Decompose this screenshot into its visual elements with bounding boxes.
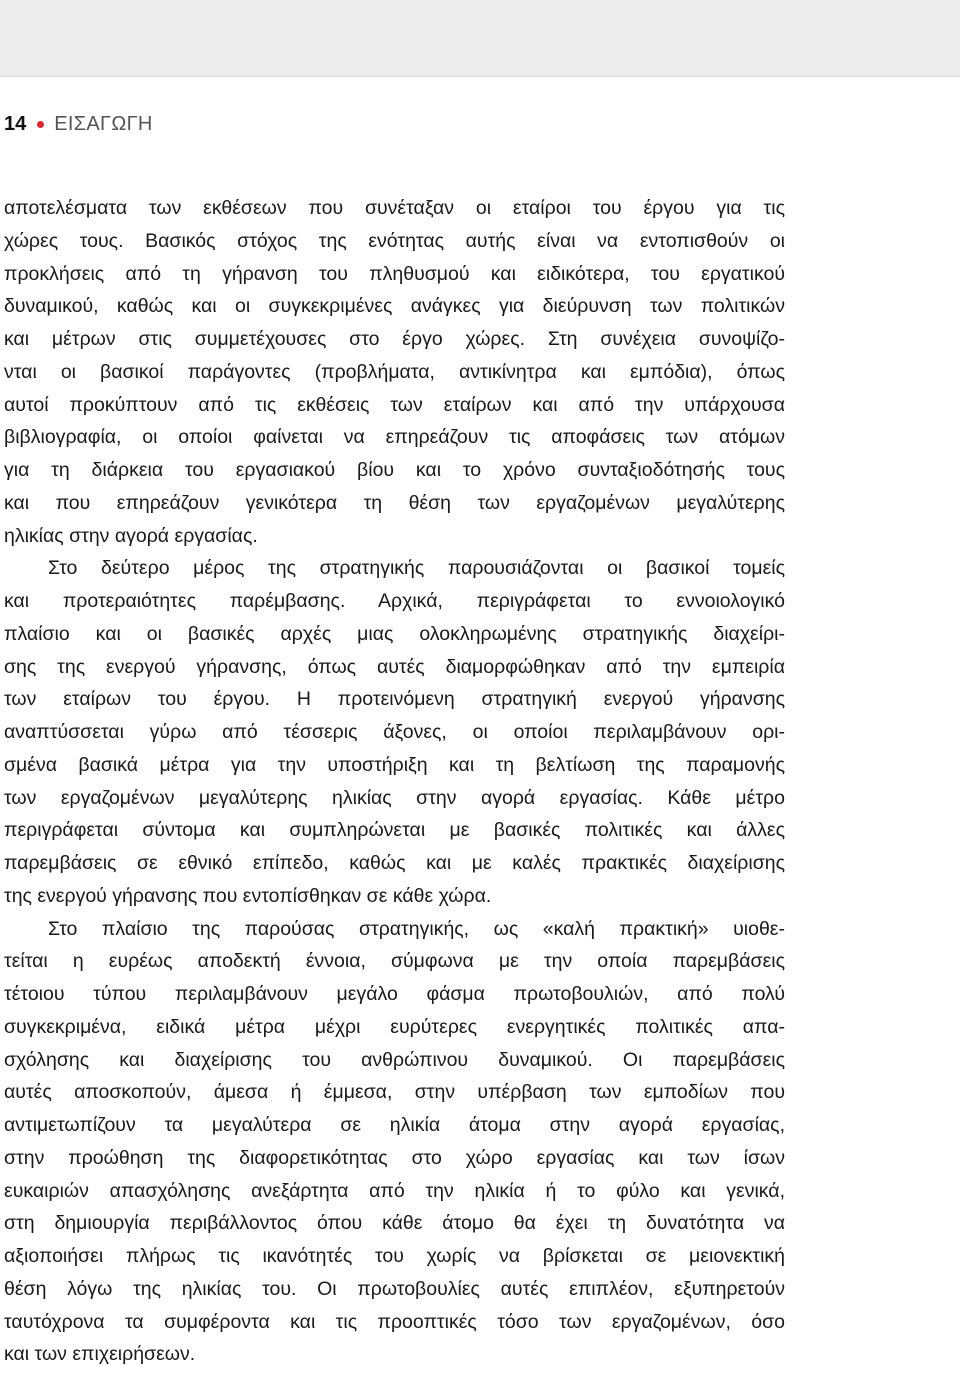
text-line: σχόλησης και διαχείρισης του ανθρώπινου δυναμικού. Οι παρεμβάσεις — [4, 1048, 785, 1071]
text-line: συγκεκριμένα, ειδικά μέτρα μέχρι ευρύτερες ενεργητικές πολιτικές απα- — [4, 1015, 785, 1038]
text-line: περιγράφεται σύντομα και συμπληρώνεται με βασικές πολιτικές και άλλες — [4, 819, 785, 842]
text-line: και μέτρων στις συμμετέχουσες στο έργο χώρες. Στη συνέχεια συνοψίζο- — [4, 328, 785, 350]
text-line: Στο δεύτερο μέρος της στρατηγικής παρουσιάζονται οι βασικοί τομείς — [48, 557, 785, 580]
text-line: αντιμετωπίζουν τα μεγαλύτερα σε ηλικία άτομα στην αγορά εργασίας, — [4, 1114, 785, 1136]
text-line: και των επιχειρήσεων. — [4, 1343, 196, 1366]
text-line: θέση λόγω της ηλικίας του. Οι πρωτοβουλίες αυτές επιπλέον, εξυπηρετούν — [4, 1277, 785, 1300]
text-line: και που επηρεάζουν γενικότερα τη θέση των εργαζομένων μεγαλύτερης — [4, 491, 785, 514]
text-line: της ενεργού γήρανσης που εντοπίσθηκαν σε κάθε χώρα. — [4, 884, 492, 907]
running-head — [4, 111, 153, 137]
text-line: αυτές αποσκοπούν, άμεσα ή έμμεσα, στην υπέρβαση των εμποδίων που — [4, 1081, 785, 1104]
text-line: δυναμικού, καθώς και οι συγκεκριμένες ανάγκες για διεύρυνση των πολιτικών — [4, 295, 785, 318]
text-line: για τη διάρκεια του εργασιακού βίου και το χρόνο συνταξιοδότησής τους — [4, 459, 785, 481]
section-title: ΕΙΣΑΓΩΓΗ — [54, 113, 153, 135]
text-line: αποτελέσματα των εκθέσεων που συνέταξαν οι εταίροι του έργου για τις — [4, 197, 785, 219]
text-line: αυτοί προκύπτουν από τις εκθέσεις των εταίρων και από την υπάρχουσα — [4, 393, 785, 416]
text-line: στην προώθηση της διαφορετικότητας στο χώρο εργασίας και των ίσων — [4, 1146, 785, 1169]
text-line: των εταίρων του έργου. Η προτεινόμενη στρατηγική ενεργού γήρανσης — [4, 688, 785, 711]
text-line: και προτεραιότητες παρέμβασης. Αρχικά, περιγράφεται το εννοιολογικό — [4, 590, 785, 612]
text-line: τέτοιου τύπου περιλαμβάνουν μεγάλο φάσμα πρωτοβουλιών, από πολύ — [4, 983, 785, 1005]
text-line: σης της ενεργού γήρανσης, όπως αυτές διαμορφώθηκαν από την εμπειρία — [4, 655, 785, 678]
text-line: στη δημιουργία περιβάλλοντος όπου κάθε άτομο θα έχει τη δυνατότητα να — [4, 1212, 785, 1235]
text-line: Στο πλαίσιο της παρούσας στρατηγικής, ως «καλή πρακτική» υιοθε- — [48, 917, 785, 940]
text-line: παρεμβάσεις σε εθνικό επίπεδο, καθώς και με καλές πρακτικές διαχείρισης — [4, 852, 785, 874]
text-line: ταυτόχρονα τα συμφέροντα και τις προοπτικές τόσο των εργαζομένων, όσο — [4, 1310, 785, 1333]
top-grey-band — [0, 0, 960, 77]
text-line: των εργαζομένων μεγαλύτερης ηλικίας στην αγορά εργασίας. Κάθε μέτρο — [4, 786, 785, 809]
text-line: βιβλιογραφία, οι οποίοι φαίνεται να επηρεάζουν τις αποφάσεις των ατόμων — [4, 426, 785, 449]
text-line: τείται η ευρέως αποδεκτή έννοια, σύμφωνα με την οποία παρεμβάσεις — [4, 950, 785, 973]
body-text — [4, 192, 785, 1371]
text-line: αναπτύσσεται γύρω από τέσσερις άξονες, οι οποίοι περιλαμβάνουν ορι- — [4, 721, 785, 743]
text-line: προκλήσεις από τη γήρανση του πληθυσμού και ειδικότερα, του εργατικού — [4, 262, 785, 285]
text-line: ευκαιριών απασχόλησης ανεξάρτητα από την ηλικία ή το φύλο και γενικά, — [4, 1179, 785, 1202]
text-line: αξιοποιήσει πλήρως τις ικανότητές του χωρίς να βρίσκεται σε μειονεκτική — [4, 1245, 785, 1267]
text-line: πλαίσιο και οι βασικές αρχές μιας ολοκληρωμένης στρατηγικής διαχείρι- — [4, 622, 785, 645]
red-bullet-icon — [37, 121, 44, 128]
text-line: ηλικίας στην αγορά εργασίας. — [4, 524, 258, 547]
page-number: 14 — [4, 113, 27, 135]
text-line: χώρες τους. Βασικός στόχος της ενότητας αυτής είναι να εντοπισθούν οι — [4, 229, 785, 252]
text-line: νται οι βασικοί παράγοντες (προβλήματα, αντικίνητρα και εμπόδια), όπως — [4, 360, 785, 383]
text-line: σμένα βασικά μέτρα για την υποστήριξη και τη βελτίωση της παραμονής — [4, 753, 785, 776]
